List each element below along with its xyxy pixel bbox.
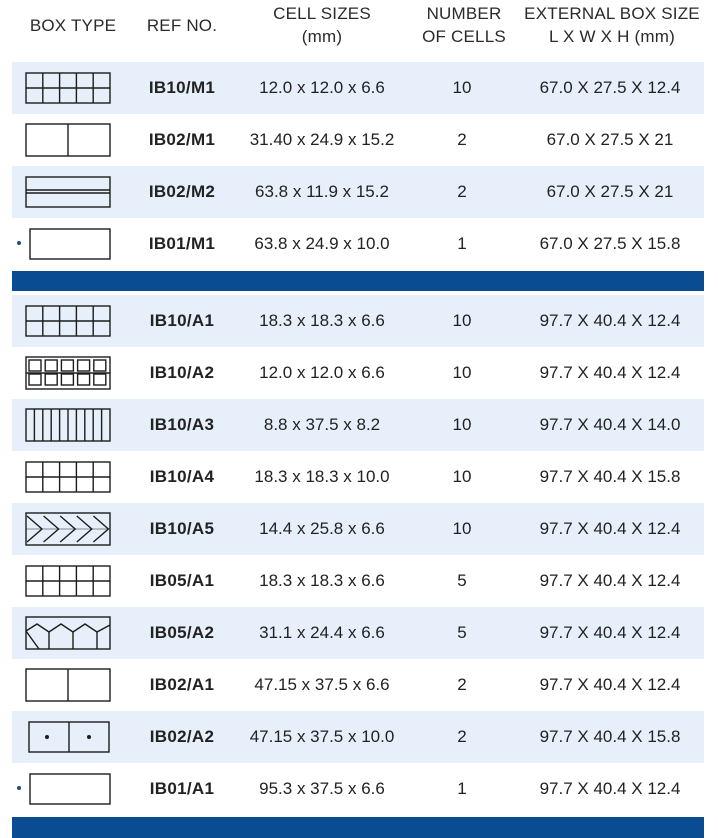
cell-count-value: 10	[452, 415, 472, 434]
external-size-value: 97.7 X 40.4 X 12.4	[539, 571, 681, 590]
external-size-value: 67.0 X 27.5 X 12.4	[539, 78, 681, 97]
header-number-line1: NUMBER	[426, 4, 502, 23]
header-box-type-label: BOX TYPE	[29, 16, 117, 35]
header-ref-no	[136, 14, 228, 37]
external-size-value: 97.7 X 40.4 X 15.8	[539, 467, 681, 486]
header-cell-sizes	[236, 2, 408, 48]
external-size-value: 97.7 X 40.4 X 12.4	[539, 675, 681, 694]
external-size-value: 97.7 X 40.4 X 12.4	[539, 363, 681, 382]
cell-size-value: 8.8 x 37.5 x 8.2	[263, 415, 381, 434]
vertical-strips-10-icon	[25, 408, 111, 442]
bullet-dot	[17, 786, 21, 790]
ref-number: IB02/M1	[148, 130, 216, 149]
two-cells-with-holes-icon	[25, 720, 111, 754]
table-row	[12, 763, 704, 815]
bullet-dot	[17, 241, 21, 245]
single-cell-icon	[25, 772, 111, 806]
table-row	[12, 166, 704, 218]
cell-size-value: 18.3 x 18.3 x 10.0	[254, 467, 390, 486]
table-row	[12, 399, 704, 451]
cell-size-value: 31.1 x 24.4 x 6.6	[259, 623, 385, 642]
two-cells-horizontal-split-icon	[25, 175, 111, 209]
table-row	[12, 607, 704, 659]
cell-count-value: 2	[457, 182, 467, 201]
cell-size-value: 18.3 x 18.3 x 6.6	[259, 571, 385, 590]
section-divider-bar	[12, 817, 704, 838]
table-row	[12, 451, 704, 503]
header-external-box-size	[512, 2, 712, 48]
external-size-value: 97.7 X 40.4 X 14.0	[539, 415, 681, 434]
table-row	[12, 711, 704, 763]
external-size-value: 97.7 X 40.4 X 12.4	[539, 779, 681, 798]
section-divider-bar	[12, 271, 704, 291]
table-header	[0, 0, 718, 62]
header-external-line2: L X W X H (mm)	[549, 27, 675, 46]
cell-count-value: 1	[457, 234, 467, 253]
cell-size-value: 31.40 x 24.9 x 15.2	[249, 130, 395, 149]
hexagon-5-cells-icon	[25, 616, 111, 650]
grid-10-cells-icon	[25, 304, 111, 338]
ref-number: IB10/M1	[148, 78, 216, 97]
header-number-of-cells	[414, 2, 514, 48]
header-cell-sizes-line2: (mm)	[301, 27, 343, 46]
external-size-value: 97.7 X 40.4 X 12.4	[539, 623, 681, 642]
ref-number: IB10/A5	[149, 519, 215, 538]
table-row	[12, 62, 704, 114]
grid-10-cells-icon	[25, 564, 111, 598]
cell-size-value: 47.15 x 37.5 x 10.0	[249, 727, 395, 746]
ref-number: IB02/A2	[149, 727, 215, 746]
cell-size-value: 12.0 x 12.0 x 6.6	[259, 78, 385, 97]
table-row	[12, 295, 704, 347]
cell-count-value: 10	[452, 311, 472, 330]
cell-count-value: 10	[452, 363, 472, 382]
ref-number: IB05/A2	[149, 623, 215, 642]
ref-number: IB10/A2	[149, 363, 215, 382]
ref-number: IB02/M2	[148, 182, 216, 201]
external-size-value: 67.0 X 27.5 X 21	[546, 130, 674, 149]
cell-count-value: 2	[457, 727, 467, 746]
table-row	[12, 659, 704, 711]
ref-number: IB01/M1	[148, 234, 216, 253]
cell-count-value: 10	[452, 467, 472, 486]
cell-count-value: 5	[457, 571, 467, 590]
cell-size-value: 95.3 x 37.5 x 6.6	[259, 779, 385, 798]
header-external-line1: EXTERNAL BOX SIZE	[524, 4, 700, 23]
external-size-value: 67.0 X 27.5 X 21	[546, 182, 674, 201]
ref-number: IB05/A1	[149, 571, 215, 590]
external-size-value: 97.7 X 40.4 X 12.4	[539, 311, 681, 330]
cell-count-value: 2	[457, 675, 467, 694]
cell-size-value: 63.8 x 24.9 x 10.0	[254, 234, 390, 253]
grid-10-cells-icon	[25, 460, 111, 494]
chevron-10-cells-icon	[25, 512, 111, 546]
cell-count-value: 10	[452, 78, 472, 97]
cell-size-value: 47.15 x 37.5 x 6.6	[254, 675, 390, 694]
grid-10-small-boxes-icon	[25, 356, 111, 390]
ref-number: IB01/A1	[149, 779, 215, 798]
cell-count-value: 1	[457, 779, 467, 798]
two-cells-vertical-split-icon	[25, 123, 111, 157]
cell-count-value: 10	[452, 519, 472, 538]
ref-number: IB02/A1	[149, 675, 215, 694]
cell-size-value: 18.3 x 18.3 x 6.6	[259, 311, 385, 330]
cell-size-value: 63.8 x 11.9 x 15.2	[255, 182, 389, 201]
table-row	[12, 503, 704, 555]
two-cells-vertical-split-icon	[25, 668, 111, 702]
cell-count-value: 2	[457, 130, 467, 149]
ref-number: IB10/A3	[149, 415, 215, 434]
cell-size-value: 14.4 x 25.8 x 6.6	[259, 519, 385, 538]
cell-count-value: 5	[457, 623, 467, 642]
table-row	[12, 114, 704, 166]
table-row	[12, 347, 704, 399]
external-size-value: 97.7 X 40.4 X 15.8	[539, 727, 681, 746]
single-cell-icon	[25, 227, 111, 261]
header-ref-no-label: REF NO.	[146, 16, 218, 35]
ref-number: IB10/A1	[149, 311, 215, 330]
cell-size-value: 12.0 x 12.0 x 6.6	[259, 363, 385, 382]
header-cell-sizes-line1: CELL SIZES	[273, 4, 371, 23]
external-size-value: 67.0 X 27.5 X 15.8	[539, 234, 681, 253]
header-box-type	[14, 14, 132, 37]
external-size-value: 97.7 X 40.4 X 12.4	[539, 519, 681, 538]
table-row	[12, 555, 704, 607]
header-number-line2: OF CELLS	[422, 27, 506, 46]
table-row	[12, 218, 704, 270]
grid-10-cells-icon	[25, 71, 111, 105]
ref-number: IB10/A4	[149, 467, 215, 486]
